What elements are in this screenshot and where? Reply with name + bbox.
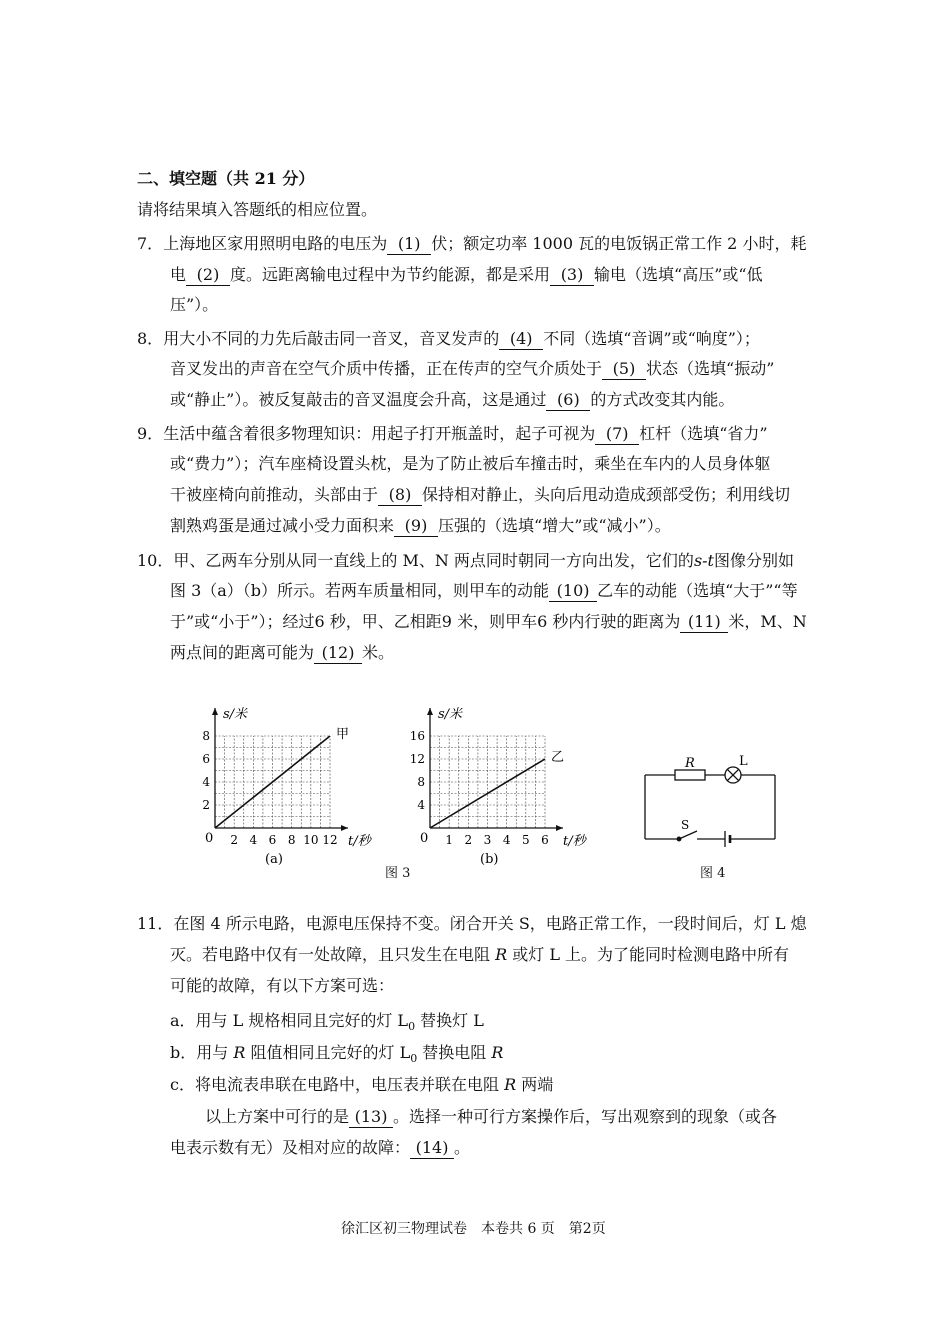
option-b-text: 阻值相同且完好的灯 L [250, 1043, 411, 1062]
x-tick-label: 10 [303, 833, 319, 847]
q7-text: 电 [170, 265, 187, 284]
figure-3-caption: 图 3 [385, 866, 411, 881]
figure-3b [405, 700, 590, 875]
origin-label: 0 [420, 831, 429, 846]
sub-caption: (b) [480, 852, 499, 867]
section-title: 二、填空题（共 21 分） [137, 169, 315, 188]
blank-7[interactable]: (7) [595, 424, 639, 445]
x-tick-label: 2 [230, 833, 238, 847]
resistor-r [675, 770, 705, 780]
r-symbol: R [491, 1043, 504, 1062]
figure-4-caption: 图 4 [700, 866, 726, 881]
x-axis-arrow-icon [556, 825, 563, 831]
q8-text: 音叉发出的声音在空气介质中传播，正在传声的空气介质处于 [170, 359, 603, 378]
switch-s-icon[interactable] [679, 831, 697, 839]
blank-5[interactable]: (5) [602, 359, 646, 380]
x-tick-label: 1 [445, 833, 453, 847]
q11-text: 或灯 L 上。为了能同时检测电路中所有 [512, 945, 790, 964]
y-tick-label: 12 [409, 752, 425, 766]
option-a-text: 替换灯 L [420, 1011, 484, 1030]
q8-line-3 [170, 389, 734, 411]
q11-line-2 [170, 944, 789, 966]
q11-text: 灭。若电路中仅有一处故障，且只发生在电阻 [170, 945, 491, 964]
y-tick-label: 4 [202, 775, 210, 789]
q10-text: 图像分别如 [713, 551, 794, 570]
r-symbol: R [233, 1043, 246, 1062]
blank-1[interactable]: (1) [387, 234, 431, 255]
q8-text: 用大小不同的力先后敲击同一音叉，音叉发声的 [163, 329, 500, 348]
series-label: 甲 [336, 727, 350, 742]
y-tick-label: 8 [417, 775, 425, 789]
y-tick-label: 4 [417, 798, 425, 812]
page-footer: 徐汇区初三物理试卷 本卷共 6 页 第2页 [341, 1221, 606, 1237]
x-tick-label: 2 [464, 833, 473, 847]
blank-3[interactable]: (3) [550, 265, 594, 286]
q10-text: 于”或“小于”）；经过6 秒，甲、乙相距9 米，则甲车6 秒内行驶的距离为 [170, 612, 681, 631]
series-label: 乙 [551, 750, 565, 765]
q11-line-4 [205, 1106, 777, 1128]
y-axis-label: s/米 [438, 707, 463, 722]
option-b-text: 替换电阻 [422, 1043, 487, 1062]
q9-line-2: 或“费力”）；汽车座椅设置头枕，是为了防止被后车撞击时，乘坐在车内的人员身体躯 [170, 454, 771, 473]
q8-text: 或“静止”）。被反复敲击的音叉温度会升高，这是通过 [170, 390, 547, 409]
x-tick-label: 8 [287, 833, 296, 847]
q8-line-2 [170, 358, 774, 380]
q9-number: 9． [137, 424, 164, 443]
q7-text: 度。远距离输电过程中为节约能源，都是采用 [230, 265, 551, 284]
q11-text: 。选择一种可行方案操作后，写出观察到的现象（或各 [393, 1107, 778, 1126]
blank-4[interactable]: (4) [499, 329, 543, 350]
option-b [170, 1042, 503, 1070]
y-axis-arrow-icon [212, 708, 218, 715]
q10-line-3 [170, 611, 807, 633]
option-b-text: b．用与 [170, 1043, 229, 1062]
q9-line-1 [137, 423, 768, 445]
r-symbol: R [495, 945, 508, 964]
option-a-text: a．用与 L 规格相同且完好的灯 L [170, 1011, 409, 1030]
y-tick-label: 8 [202, 729, 210, 743]
q7-line-3: 压”）。 [170, 295, 219, 314]
q7-text: 上海地区家用照明电路的电压为 [163, 234, 388, 253]
q10-text: 米，M、N [728, 612, 807, 631]
figure-3a [190, 700, 371, 875]
q8-text: 状态（选填“振动” [646, 359, 775, 378]
q11-text: 电表示数有无）及相对应的故障： [170, 1138, 411, 1157]
origin-label: 0 [205, 831, 214, 846]
q10-line-1 [137, 550, 794, 572]
q7-number: 7． [137, 234, 164, 253]
option-c-text: 两端 [521, 1075, 554, 1094]
resistor-label: R [685, 756, 695, 771]
y-tick-label: 2 [202, 798, 210, 812]
q10-text: 乙车的动能（选填“大于”“等 [597, 581, 798, 600]
series-line-乙 [430, 759, 545, 828]
option-c [170, 1074, 553, 1096]
blank-2[interactable]: (2) [186, 265, 230, 286]
q9-text: 杠杆（选填“省力” [639, 424, 768, 443]
q8-text: 不同（选填“音调”或“响度”）； [543, 329, 760, 348]
blank-11[interactable]: (11) [680, 612, 728, 633]
x-tick-label: 6 [541, 833, 549, 847]
option-a [170, 1010, 484, 1038]
x-tick-label: 3 [483, 833, 492, 847]
q10-line-2 [170, 580, 798, 602]
subscript: 0 [410, 1052, 418, 1066]
blank-13[interactable]: (13) [349, 1107, 393, 1128]
q9-text: 保持相对静止，头向后甩动造成颈部受伤；利用线切 [422, 485, 791, 504]
figure-4-circuit [635, 745, 795, 850]
q9-text: 割熟鸡蛋是通过减小受力面积来 [170, 516, 395, 535]
blank-12[interactable]: (12) [314, 643, 362, 664]
x-tick-label: 4 [502, 833, 511, 847]
subscript: 0 [408, 1020, 416, 1034]
q11-text: 。 [454, 1138, 471, 1157]
q9-line-4 [170, 515, 671, 537]
q7-line-1 [137, 233, 806, 255]
x-tick-label: 4 [249, 833, 258, 847]
q8-text: 的方式改变其内能。 [590, 390, 735, 409]
q8-number: 8． [137, 329, 164, 348]
sub-caption: (a) [265, 852, 283, 867]
q7-line-2 [170, 264, 763, 286]
q9-text: 压强的（选填“增大”或“减小”）。 [438, 516, 671, 535]
y-axis-arrow-icon [427, 708, 433, 715]
q10-number: 10． [137, 551, 174, 570]
q10-line-4 [170, 642, 394, 664]
blank-6[interactable]: (6) [546, 390, 590, 411]
blank-10[interactable]: (10) [549, 581, 597, 602]
option-c-text: c．将电流表串联在电路中，电压表并联在电阻 [170, 1075, 499, 1094]
st-symbol: s-t [693, 551, 714, 570]
q11-line-1 [137, 913, 807, 935]
q11-line-3: 可能的故障，有以下方案可选： [170, 976, 395, 995]
x-tick-label: 5 [522, 833, 530, 847]
q7-text: 输电（选填“高压”或“低 [594, 265, 763, 284]
x-axis-arrow-icon [341, 825, 348, 831]
q11-text: 在图 4 所示电路，电源电压保持不变。闭合开关 S，电路正常工作，一段时间后，灯 L 熄 [173, 914, 807, 933]
q9-text: 干被座椅向前推动，头部由于 [170, 485, 379, 504]
x-tick-label: 12 [322, 833, 338, 847]
q8-line-1 [137, 328, 760, 350]
q9-line-3 [170, 484, 790, 506]
blank-9[interactable]: (9) [394, 516, 438, 537]
r-symbol: R [504, 1075, 517, 1094]
x-tick-label: 6 [268, 833, 277, 847]
lamp-label: L [739, 754, 748, 769]
x-axis-label: t/秒 [348, 834, 371, 849]
q11-text: 以上方案中可行的是 [205, 1107, 350, 1126]
q9-text: 生活中蕴含着很多物理知识：用起子打开瓶盖时，起子可视为 [163, 424, 596, 443]
switch-label: S [681, 818, 690, 832]
y-axis-label: s/米 [223, 707, 248, 722]
y-tick-label: 16 [409, 729, 425, 743]
y-tick-label: 6 [202, 752, 210, 766]
q10-text: 图 3（a）（b）所示。若两车质量相同，则甲车的动能 [170, 581, 550, 600]
section-instruction: 请将结果填入答题纸的相应位置。 [137, 200, 378, 219]
q10-text: 米。 [362, 643, 395, 662]
q11-line-5 [170, 1137, 470, 1159]
x-axis-label: t/秒 [563, 834, 586, 849]
q10-text: 两点间的距离可能为 [170, 643, 315, 662]
q11-number: 11． [137, 914, 174, 933]
q7-text: 伏；额定功率 1000 瓦的电饭锅正常工作 2 小时，耗 [431, 234, 807, 253]
q10-text: 甲、乙两车分别从同一直线上的 M、N 两点同时朝同一方向出发，它们的 [173, 551, 694, 570]
blank-14[interactable]: (14) [410, 1138, 454, 1159]
blank-8[interactable]: (8) [378, 485, 422, 506]
